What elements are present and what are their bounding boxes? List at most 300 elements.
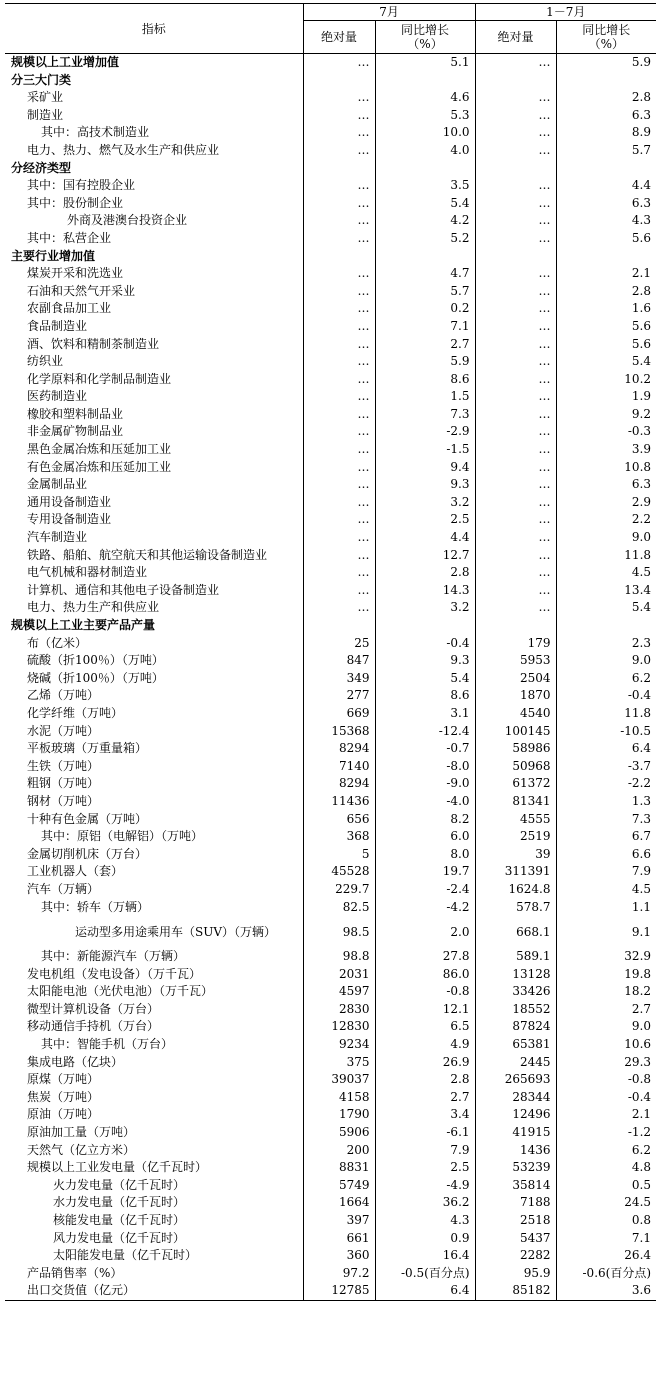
jan-jul-yoy-growth: -0.4: [556, 687, 656, 705]
july-absolute-value: 39037: [303, 1071, 375, 1089]
jan-jul-absolute-value: …: [475, 283, 556, 301]
jan-jul-yoy-growth: 9.0: [556, 652, 656, 670]
july-absolute-value: …: [303, 529, 375, 547]
jan-jul-yoy-growth: 10.2: [556, 371, 656, 389]
july-yoy-growth: 6.4: [375, 1282, 475, 1300]
row-indicator-name: 移动通信手持机（万台）: [27, 1019, 160, 1034]
july-yoy-growth: 3.1: [375, 705, 475, 723]
july-yoy-growth: 9.4: [375, 459, 475, 477]
row-indicator-name: 水泥（万吨）: [27, 723, 100, 738]
july-absolute-value: 349: [303, 670, 375, 688]
table-row: [5, 846, 656, 864]
july-yoy-growth: 2.0: [375, 916, 475, 948]
july-absolute-value: 8831: [303, 1159, 375, 1177]
row-indicator-name: 火力发电量（亿千瓦时）: [53, 1177, 186, 1192]
jan-jul-yoy-growth: [556, 248, 656, 266]
row-indicator-name: 其中：国有控股企业: [27, 178, 136, 193]
july-yoy-growth: [375, 160, 475, 178]
jan-jul-yoy-growth: 2.9: [556, 494, 656, 512]
table-row: [5, 54, 656, 72]
july-absolute-value: 97.2: [303, 1265, 375, 1283]
july-yoy-growth: 8.2: [375, 811, 475, 829]
july-yoy-growth: 5.9: [375, 353, 475, 371]
july-yoy-growth: 5.4: [375, 670, 475, 688]
jan-jul-yoy-growth: 6.4: [556, 740, 656, 758]
table-row: [5, 758, 656, 776]
jan-jul-absolute-value: 668.1: [475, 916, 556, 948]
table-row: [5, 635, 656, 653]
jan-jul-absolute-value: 35814: [475, 1177, 556, 1195]
july-yoy-growth: -4.9: [375, 1177, 475, 1195]
july-yoy-growth: 5.3: [375, 107, 475, 125]
july-absolute-value: 8294: [303, 740, 375, 758]
july-absolute-value: …: [303, 388, 375, 406]
row-indicator-name: 非金属矿物制品业: [27, 424, 124, 439]
jan-jul-yoy-growth: 2.3: [556, 635, 656, 653]
jan-jul-absolute-value: 1624.8: [475, 881, 556, 899]
july-yoy-growth: 5.1: [375, 54, 475, 72]
table-header: [5, 4, 656, 54]
row-indicator-name: 专用设备制造业: [27, 512, 112, 527]
jan-jul-absolute-value: …: [475, 388, 556, 406]
table-row: [5, 1106, 656, 1124]
july-absolute-value: 669: [303, 705, 375, 723]
jan-jul-absolute-value: 2519: [475, 828, 556, 846]
jan-jul-yoy-growth: -0.6(百分点): [556, 1265, 656, 1283]
jan-jul-absolute-value: …: [475, 177, 556, 195]
jan-jul-absolute-value: 5437: [475, 1230, 556, 1248]
row-indicator-name: 农副食品加工业: [27, 301, 112, 316]
jan-jul-absolute-value: …: [475, 494, 556, 512]
july-absolute-value: 5906: [303, 1124, 375, 1142]
july-absolute-value: 2830: [303, 1001, 375, 1019]
row-indicator-name: 天然气（亿立方米）: [27, 1142, 136, 1157]
jan-jul-yoy-growth: 0.5: [556, 1177, 656, 1195]
row-indicator-name: 风力发电量（亿千瓦时）: [53, 1230, 186, 1245]
jan-jul-yoy-growth: 9.0: [556, 529, 656, 547]
jan-jul-yoy-growth: 5.7: [556, 142, 656, 160]
jan-jul-absolute-value: 2518: [475, 1212, 556, 1230]
july-absolute-value: …: [303, 195, 375, 213]
table-row: [5, 564, 656, 582]
july-yoy-growth: 5.7: [375, 283, 475, 301]
july-yoy-growth: 9.3: [375, 476, 475, 494]
abs-header-jan-jul: [475, 21, 556, 54]
jan-jul-absolute-value: …: [475, 476, 556, 494]
abs-label: 绝对量: [497, 30, 534, 44]
jan-jul-yoy-growth: 6.6: [556, 846, 656, 864]
jan-jul-absolute-value: [475, 248, 556, 266]
july-yoy-growth: 8.0: [375, 846, 475, 864]
july-yoy-growth: 12.7: [375, 547, 475, 565]
jan-jul-absolute-value: 2445: [475, 1054, 556, 1072]
july-absolute-value: 375: [303, 1054, 375, 1072]
table-row: [5, 948, 656, 966]
july-yoy-growth: 3.4: [375, 1106, 475, 1124]
jan-jul-yoy-growth: 24.5: [556, 1194, 656, 1212]
jan-jul-absolute-value: [475, 617, 556, 635]
july-yoy-growth: 2.8: [375, 564, 475, 582]
jan-jul-yoy-growth: 2.1: [556, 1106, 656, 1124]
jan-jul-yoy-growth: 2.8: [556, 89, 656, 107]
row-indicator-name: 焦炭（万吨）: [27, 1089, 100, 1104]
july-absolute-value: 15368: [303, 723, 375, 741]
table-row: [5, 1212, 656, 1230]
july-absolute-value: 200: [303, 1142, 375, 1160]
row-indicator-name: 规模以上工业发电量（亿千瓦时）: [27, 1160, 208, 1175]
july-yoy-growth: 16.4: [375, 1247, 475, 1265]
jan-jul-absolute-value: 1436: [475, 1142, 556, 1160]
row-indicator-name: 汽车制造业: [27, 530, 88, 545]
july-yoy-growth: 1.5: [375, 388, 475, 406]
jan-jul-yoy-growth: -1.2: [556, 1124, 656, 1142]
july-yoy-growth: 4.4: [375, 529, 475, 547]
jan-jul-absolute-value: 2504: [475, 670, 556, 688]
july-absolute-value: 25: [303, 635, 375, 653]
table-row: [5, 1230, 656, 1248]
row-indicator-name: 出口交货值（亿元）: [5, 1282, 303, 1300]
july-absolute-value: 656: [303, 811, 375, 829]
row-indicator-name: 其中：轿车（万辆）: [41, 899, 150, 914]
jan-jul-yoy-growth: 7.1: [556, 1230, 656, 1248]
row-indicator-name: 铁路、船舶、航空航天和其他运输设备制造业: [27, 547, 268, 562]
row-indicator-name: 规模以上工业主要产品产量: [11, 618, 156, 632]
table-row: [5, 1124, 656, 1142]
july-yoy-growth: 2.5: [375, 1159, 475, 1177]
period-header-july: 7月: [303, 4, 475, 21]
july-yoy-growth: -4.2: [375, 899, 475, 917]
jan-jul-yoy-growth: 6.2: [556, 1142, 656, 1160]
table-row: [5, 547, 656, 565]
july-absolute-value: …: [303, 124, 375, 142]
july-absolute-value: 5: [303, 846, 375, 864]
july-absolute-value: …: [303, 283, 375, 301]
row-indicator-name: 制造业: [27, 107, 64, 122]
july-yoy-growth: 8.6: [375, 687, 475, 705]
table-row: [5, 582, 656, 600]
row-indicator-name: 采矿业: [27, 90, 64, 105]
row-indicator-name: 主要行业增加值: [11, 248, 96, 263]
row-indicator-name: 食品制造业: [27, 318, 88, 333]
jan-jul-yoy-growth: 1.1: [556, 899, 656, 917]
jan-jul-absolute-value: 1870: [475, 687, 556, 705]
row-indicator-name: 产品销售率（%）: [27, 1265, 123, 1280]
table-row: [5, 1159, 656, 1177]
jan-jul-absolute-value: …: [475, 230, 556, 248]
jan-jul-absolute-value: …: [475, 529, 556, 547]
row-indicator-name: 硫酸（折100％）（万吨）: [27, 653, 164, 668]
jan-jul-yoy-growth: 9.0: [556, 1018, 656, 1036]
jan-jul-yoy-growth: 5.4: [556, 599, 656, 617]
jan-jul-absolute-value: …: [475, 195, 556, 213]
table-row: [5, 1282, 656, 1300]
table-row: [5, 212, 656, 230]
jan-jul-absolute-value: …: [475, 459, 556, 477]
july-yoy-growth: [375, 248, 475, 266]
indicator-header: 指标: [5, 4, 303, 54]
jan-jul-absolute-value: 95.9: [475, 1265, 556, 1283]
row-indicator-name: 分三大门类: [11, 72, 72, 87]
table-row: [5, 441, 656, 459]
july-absolute-value: 1664: [303, 1194, 375, 1212]
row-indicator-name: 电力、热力生产和供应业: [27, 600, 160, 615]
july-yoy-growth: [375, 72, 475, 90]
jan-jul-yoy-growth: -0.4: [556, 1089, 656, 1107]
jan-jul-yoy-growth: 5.9: [556, 54, 656, 72]
row-indicator-name: 其中：新能源汽车（万辆）: [41, 949, 186, 964]
table-row: [5, 599, 656, 617]
table-row: [5, 1018, 656, 1036]
period-header-jan-jul: 1－7月: [475, 4, 656, 21]
jan-jul-yoy-growth: 11.8: [556, 547, 656, 565]
row-indicator-name: 乙烯（万吨）: [27, 688, 100, 703]
jan-jul-yoy-growth: -10.5: [556, 723, 656, 741]
table-row: [5, 793, 656, 811]
july-absolute-value: …: [303, 599, 375, 617]
row-indicator-name: 分经济类型: [11, 160, 72, 175]
table-row: [5, 142, 656, 160]
jan-jul-absolute-value: [475, 160, 556, 178]
july-absolute-value: …: [303, 142, 375, 160]
table-row: [5, 494, 656, 512]
table-row: [5, 406, 656, 424]
jan-jul-absolute-value: …: [475, 423, 556, 441]
july-yoy-growth: 7.1: [375, 318, 475, 336]
row-indicator-name: 原油（万吨）: [27, 1107, 100, 1122]
row-indicator-name: 金属切削机床（万台）: [27, 846, 148, 861]
july-absolute-value: …: [303, 494, 375, 512]
yoy-unit: （%）: [588, 37, 624, 51]
jan-jul-yoy-growth: 6.3: [556, 107, 656, 125]
row-indicator-name: 太阳能发电量（亿千瓦时）: [53, 1248, 198, 1263]
jan-jul-absolute-value: 81341: [475, 793, 556, 811]
jan-jul-absolute-value: 179: [475, 635, 556, 653]
table-body: [5, 54, 656, 1301]
july-yoy-growth: -4.0: [375, 793, 475, 811]
jan-jul-yoy-growth: 7.3: [556, 811, 656, 829]
jan-jul-absolute-value: …: [475, 107, 556, 125]
jan-jul-absolute-value: …: [475, 89, 556, 107]
july-absolute-value: [303, 72, 375, 90]
table-row: [5, 195, 656, 213]
row-indicator-name: 生铁（万吨）: [27, 758, 100, 773]
jan-jul-absolute-value: …: [475, 142, 556, 160]
row-indicator-name: 化学原料和化学制品制造业: [27, 371, 172, 386]
jan-jul-absolute-value: 589.1: [475, 948, 556, 966]
row-indicator-name: 其中：高技术制造业: [41, 125, 150, 140]
july-yoy-growth: 9.3: [375, 652, 475, 670]
table-row: [5, 107, 656, 125]
july-yoy-growth: 3.2: [375, 494, 475, 512]
jan-jul-yoy-growth: 26.4: [556, 1247, 656, 1265]
jan-jul-absolute-value: 13128: [475, 966, 556, 984]
jan-jul-yoy-growth: 6.3: [556, 476, 656, 494]
july-absolute-value: …: [303, 423, 375, 441]
jan-jul-absolute-value: 2282: [475, 1247, 556, 1265]
table-row: [5, 124, 656, 142]
row-indicator-name: 纺织业: [27, 354, 64, 369]
jan-jul-yoy-growth: 0.8: [556, 1212, 656, 1230]
july-yoy-growth: 5.4: [375, 195, 475, 213]
table-row: [5, 300, 656, 318]
july-yoy-growth: -0.5(百分点): [375, 1265, 475, 1283]
july-yoy-growth: -12.4: [375, 723, 475, 741]
july-absolute-value: 229.7: [303, 881, 375, 899]
july-absolute-value: 277: [303, 687, 375, 705]
table-row: [5, 705, 656, 723]
jan-jul-absolute-value: 41915: [475, 1124, 556, 1142]
july-yoy-growth: 2.5: [375, 511, 475, 529]
jan-jul-absolute-value: …: [475, 582, 556, 600]
row-indicator-name: 原煤（万吨）: [27, 1072, 100, 1087]
jan-jul-yoy-growth: 10.6: [556, 1036, 656, 1054]
july-absolute-value: …: [303, 212, 375, 230]
table-row: [5, 423, 656, 441]
july-absolute-value: …: [303, 371, 375, 389]
july-absolute-value: 98.5: [303, 916, 375, 948]
jan-jul-absolute-value: …: [475, 212, 556, 230]
table-row: [5, 89, 656, 107]
yoy-label: 同比增长: [401, 23, 450, 37]
row-indicator-name: 金属制品业: [27, 477, 88, 492]
jan-jul-absolute-value: 100145: [475, 723, 556, 741]
jan-jul-absolute-value: …: [475, 441, 556, 459]
jan-jul-absolute-value: 39: [475, 846, 556, 864]
row-indicator-name: 酒、饮料和精制茶制造业: [27, 336, 160, 351]
table-row: [5, 828, 656, 846]
july-absolute-value: …: [303, 54, 375, 72]
row-indicator-name: 汽车（万辆）: [27, 881, 100, 896]
table-row: [5, 1194, 656, 1212]
table-row: [5, 1142, 656, 1160]
jan-jul-yoy-growth: 8.9: [556, 124, 656, 142]
july-yoy-growth: 6.0: [375, 828, 475, 846]
july-absolute-value: …: [303, 318, 375, 336]
july-absolute-value: …: [303, 511, 375, 529]
row-indicator-name: 外商及港澳台投资企业: [67, 213, 188, 228]
table-row: [5, 318, 656, 336]
jan-jul-yoy-growth: 2.8: [556, 283, 656, 301]
july-absolute-value: 360: [303, 1247, 375, 1265]
jan-jul-yoy-growth: 2.1: [556, 265, 656, 283]
row-indicator-name: 煤炭开采和洗选业: [27, 266, 124, 281]
jan-jul-absolute-value: …: [475, 547, 556, 565]
yoy-header-july: [375, 21, 475, 54]
table-row: [5, 670, 656, 688]
table-row: [5, 687, 656, 705]
table-row: [5, 476, 656, 494]
row-indicator-name: 集成电路（亿块）: [27, 1054, 124, 1069]
jan-jul-yoy-growth: 5.4: [556, 353, 656, 371]
row-indicator-name: 工业机器人（套）: [27, 864, 124, 879]
table-row: [5, 1089, 656, 1107]
jan-jul-absolute-value: …: [475, 318, 556, 336]
july-absolute-value: [303, 248, 375, 266]
jan-jul-yoy-growth: 11.8: [556, 705, 656, 723]
table-row: [5, 1001, 656, 1019]
table-row: [5, 160, 656, 178]
july-absolute-value: …: [303, 582, 375, 600]
jan-jul-absolute-value: …: [475, 265, 556, 283]
july-absolute-value: …: [303, 441, 375, 459]
jan-jul-yoy-growth: 3.6: [556, 1282, 656, 1300]
jan-jul-absolute-value: 4540: [475, 705, 556, 723]
jan-jul-absolute-value: 87824: [475, 1018, 556, 1036]
jan-jul-absolute-value: …: [475, 336, 556, 354]
july-absolute-value: 4597: [303, 983, 375, 1001]
july-absolute-value: [303, 160, 375, 178]
july-absolute-value: …: [303, 353, 375, 371]
jan-jul-yoy-growth: 2.7: [556, 1001, 656, 1019]
row-indicator-name: 计算机、通信和其他电子设备制造业: [27, 582, 220, 597]
row-indicator-name: 微型计算机设备（万台）: [27, 1001, 160, 1016]
jan-jul-yoy-growth: 1.3: [556, 793, 656, 811]
jan-jul-yoy-growth: 9.2: [556, 406, 656, 424]
row-indicator-name: 橡胶和塑料制品业: [27, 406, 124, 421]
row-indicator-name: 十种有色金属（万吨）: [27, 811, 148, 826]
jan-jul-yoy-growth: 19.8: [556, 966, 656, 984]
july-absolute-value: …: [303, 547, 375, 565]
july-yoy-growth: 7.9: [375, 1142, 475, 1160]
row-indicator-name: 黑色金属冶炼和压延加工业: [27, 442, 172, 457]
july-yoy-growth: 4.9: [375, 1036, 475, 1054]
july-yoy-growth: 26.9: [375, 1054, 475, 1072]
july-yoy-growth: 3.2: [375, 599, 475, 617]
row-indicator-name: 化学纤维（万吨）: [27, 705, 124, 720]
table-row: [5, 177, 656, 195]
jan-jul-absolute-value: 7188: [475, 1194, 556, 1212]
jan-jul-absolute-value: …: [475, 564, 556, 582]
table-row: [5, 652, 656, 670]
table-row: [5, 529, 656, 547]
row-indicator-name: 石油和天然气开采业: [27, 283, 136, 298]
july-yoy-growth: -2.4: [375, 881, 475, 899]
july-yoy-growth: 0.2: [375, 300, 475, 318]
july-yoy-growth: 4.0: [375, 142, 475, 160]
table-row: [5, 983, 656, 1001]
july-absolute-value: …: [303, 230, 375, 248]
jan-jul-yoy-growth: 6.7: [556, 828, 656, 846]
july-yoy-growth: -1.5: [375, 441, 475, 459]
jan-jul-yoy-growth: [556, 160, 656, 178]
july-yoy-growth: -0.7: [375, 740, 475, 758]
row-indicator-name: 太阳能电池（光伏电池）（万千瓦）: [27, 984, 214, 999]
jan-jul-yoy-growth: 2.2: [556, 511, 656, 529]
july-yoy-growth: -9.0: [375, 775, 475, 793]
table-row: [5, 459, 656, 477]
july-absolute-value: 7140: [303, 758, 375, 776]
july-yoy-growth: 2.8: [375, 1071, 475, 1089]
july-yoy-growth: 4.3: [375, 1212, 475, 1230]
table-row: [5, 1071, 656, 1089]
july-absolute-value: 12830: [303, 1018, 375, 1036]
table-row: [5, 617, 656, 635]
abs-header-july: [303, 21, 375, 54]
row-indicator-name: 钢材（万吨）: [27, 793, 100, 808]
jan-jul-yoy-growth: 9.1: [556, 916, 656, 948]
july-yoy-growth: -0.8: [375, 983, 475, 1001]
jan-jul-absolute-value: 61372: [475, 775, 556, 793]
jan-jul-yoy-growth: 32.9: [556, 948, 656, 966]
jan-jul-absolute-value: 53239: [475, 1159, 556, 1177]
table-row: [5, 863, 656, 881]
jan-jul-absolute-value: 28344: [475, 1089, 556, 1107]
table-row: [5, 1247, 656, 1265]
july-yoy-growth: 4.2: [375, 212, 475, 230]
july-absolute-value: 98.8: [303, 948, 375, 966]
july-yoy-growth: [375, 617, 475, 635]
jan-jul-yoy-growth: 1.6: [556, 300, 656, 318]
